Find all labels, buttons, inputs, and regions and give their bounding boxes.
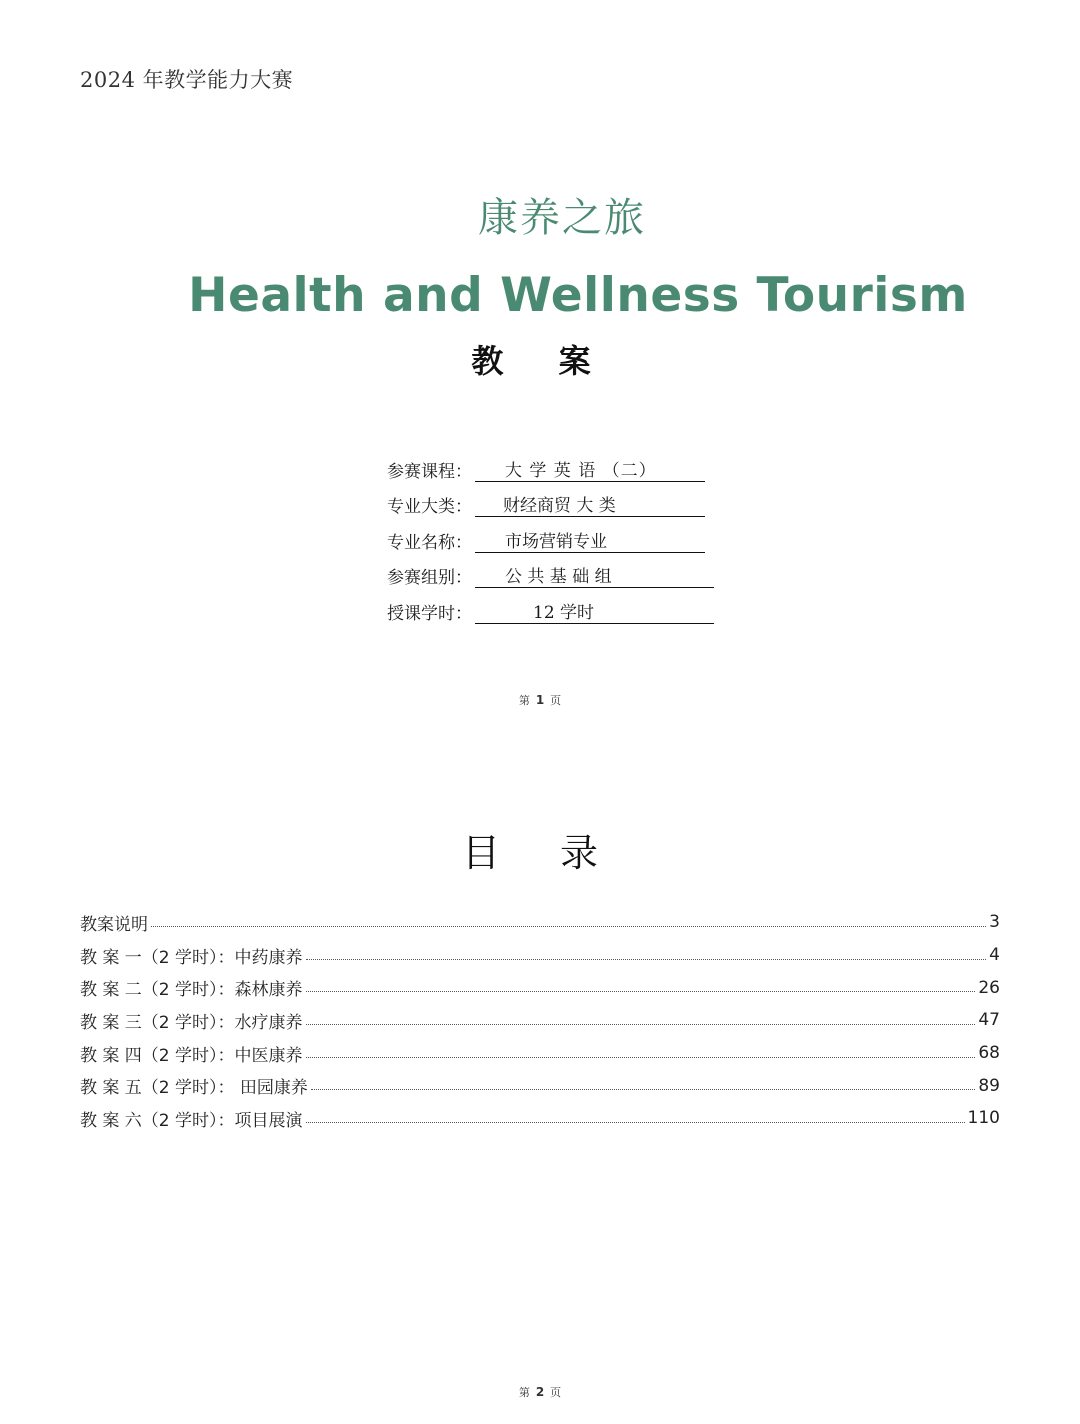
toc-entry-label: 教 案 二（2 学时）：森林康养: [80, 980, 303, 1001]
toc-entry-page: 89: [978, 1075, 1000, 1096]
info-value: 大 学 英 语 （二）: [475, 456, 705, 482]
toc-entry-label: 教 案 三（2 学时）：水疗康养: [80, 1012, 303, 1033]
toc-leader-dots: [306, 959, 987, 960]
title-english: Health and Wellness Tourism: [188, 268, 968, 323]
toc-entry-page: 68: [978, 1043, 1000, 1064]
toc-entry[interactable]: [80, 939, 1000, 972]
page-suffix: 页: [550, 694, 562, 707]
page-number: 1: [535, 693, 545, 707]
toc-leader-dots: [306, 1122, 965, 1123]
toc-entry-page: 47: [978, 1010, 1000, 1031]
info-value: 财经商贸 大 类: [475, 491, 705, 517]
toc-leader-dots: [311, 1089, 975, 1090]
toc-entry[interactable]: [80, 906, 1000, 939]
info-row-category: [387, 482, 714, 518]
info-row-hours: [387, 588, 714, 624]
table-of-contents: [80, 906, 1000, 1135]
toc-entry-label: 教 案 一（2 学时）：中药康养: [80, 947, 303, 968]
page-number: 2: [535, 1385, 545, 1399]
info-value: 公 共 基 础 组: [475, 562, 714, 588]
info-value: 市场营销专业: [475, 527, 705, 553]
page-prefix: 第: [518, 694, 530, 707]
toc-entry[interactable]: [80, 1004, 1000, 1037]
document-type-title: 教 案: [471, 342, 613, 380]
toc-entry-label: 教 案 五（2 学时）： 田园康养: [80, 1078, 308, 1099]
toc-entry-label: 教 案 六（2 学时）：项目展演: [80, 1110, 303, 1131]
info-row-major: [387, 517, 714, 553]
toc-entry-page: 26: [978, 977, 1000, 998]
toc-leader-dots: [151, 926, 986, 927]
page-prefix: 第: [518, 1386, 530, 1399]
toc-entry-page: 4: [989, 945, 1000, 966]
info-label: 专业大类：: [387, 497, 472, 517]
toc-title: 目 录: [461, 831, 623, 875]
toc-entry[interactable]: [80, 1102, 1000, 1135]
info-label: 参赛组别：: [387, 568, 472, 588]
info-label: 参赛课程：: [387, 461, 472, 482]
info-row-course: [387, 446, 714, 482]
page-number-2: [0, 1384, 1080, 1400]
toc-entry-page: 3: [989, 912, 1000, 933]
info-value: 12 学时: [475, 598, 714, 624]
toc-entry-label: 教 案 四（2 学时）：中医康养: [80, 1045, 303, 1066]
course-info-block: [387, 446, 714, 624]
toc-leader-dots: [306, 991, 976, 992]
document-header: 2024 年教学能力大赛: [80, 68, 294, 92]
page-suffix: 页: [550, 1386, 562, 1399]
info-label: 授课学时：: [387, 603, 472, 624]
info-label: 专业名称：: [387, 532, 472, 553]
info-row-group: [387, 553, 714, 589]
toc-leader-dots: [306, 1024, 976, 1025]
toc-entry[interactable]: [80, 1037, 1000, 1070]
page-number-1: [0, 692, 1080, 708]
toc-entry-label: 教案说明: [80, 914, 148, 935]
toc-entry[interactable]: [80, 971, 1000, 1004]
toc-leader-dots: [306, 1057, 976, 1058]
toc-entry[interactable]: [80, 1069, 1000, 1102]
toc-entry-page: 110: [967, 1108, 1000, 1129]
title-chinese: 康养之旅: [478, 195, 646, 241]
